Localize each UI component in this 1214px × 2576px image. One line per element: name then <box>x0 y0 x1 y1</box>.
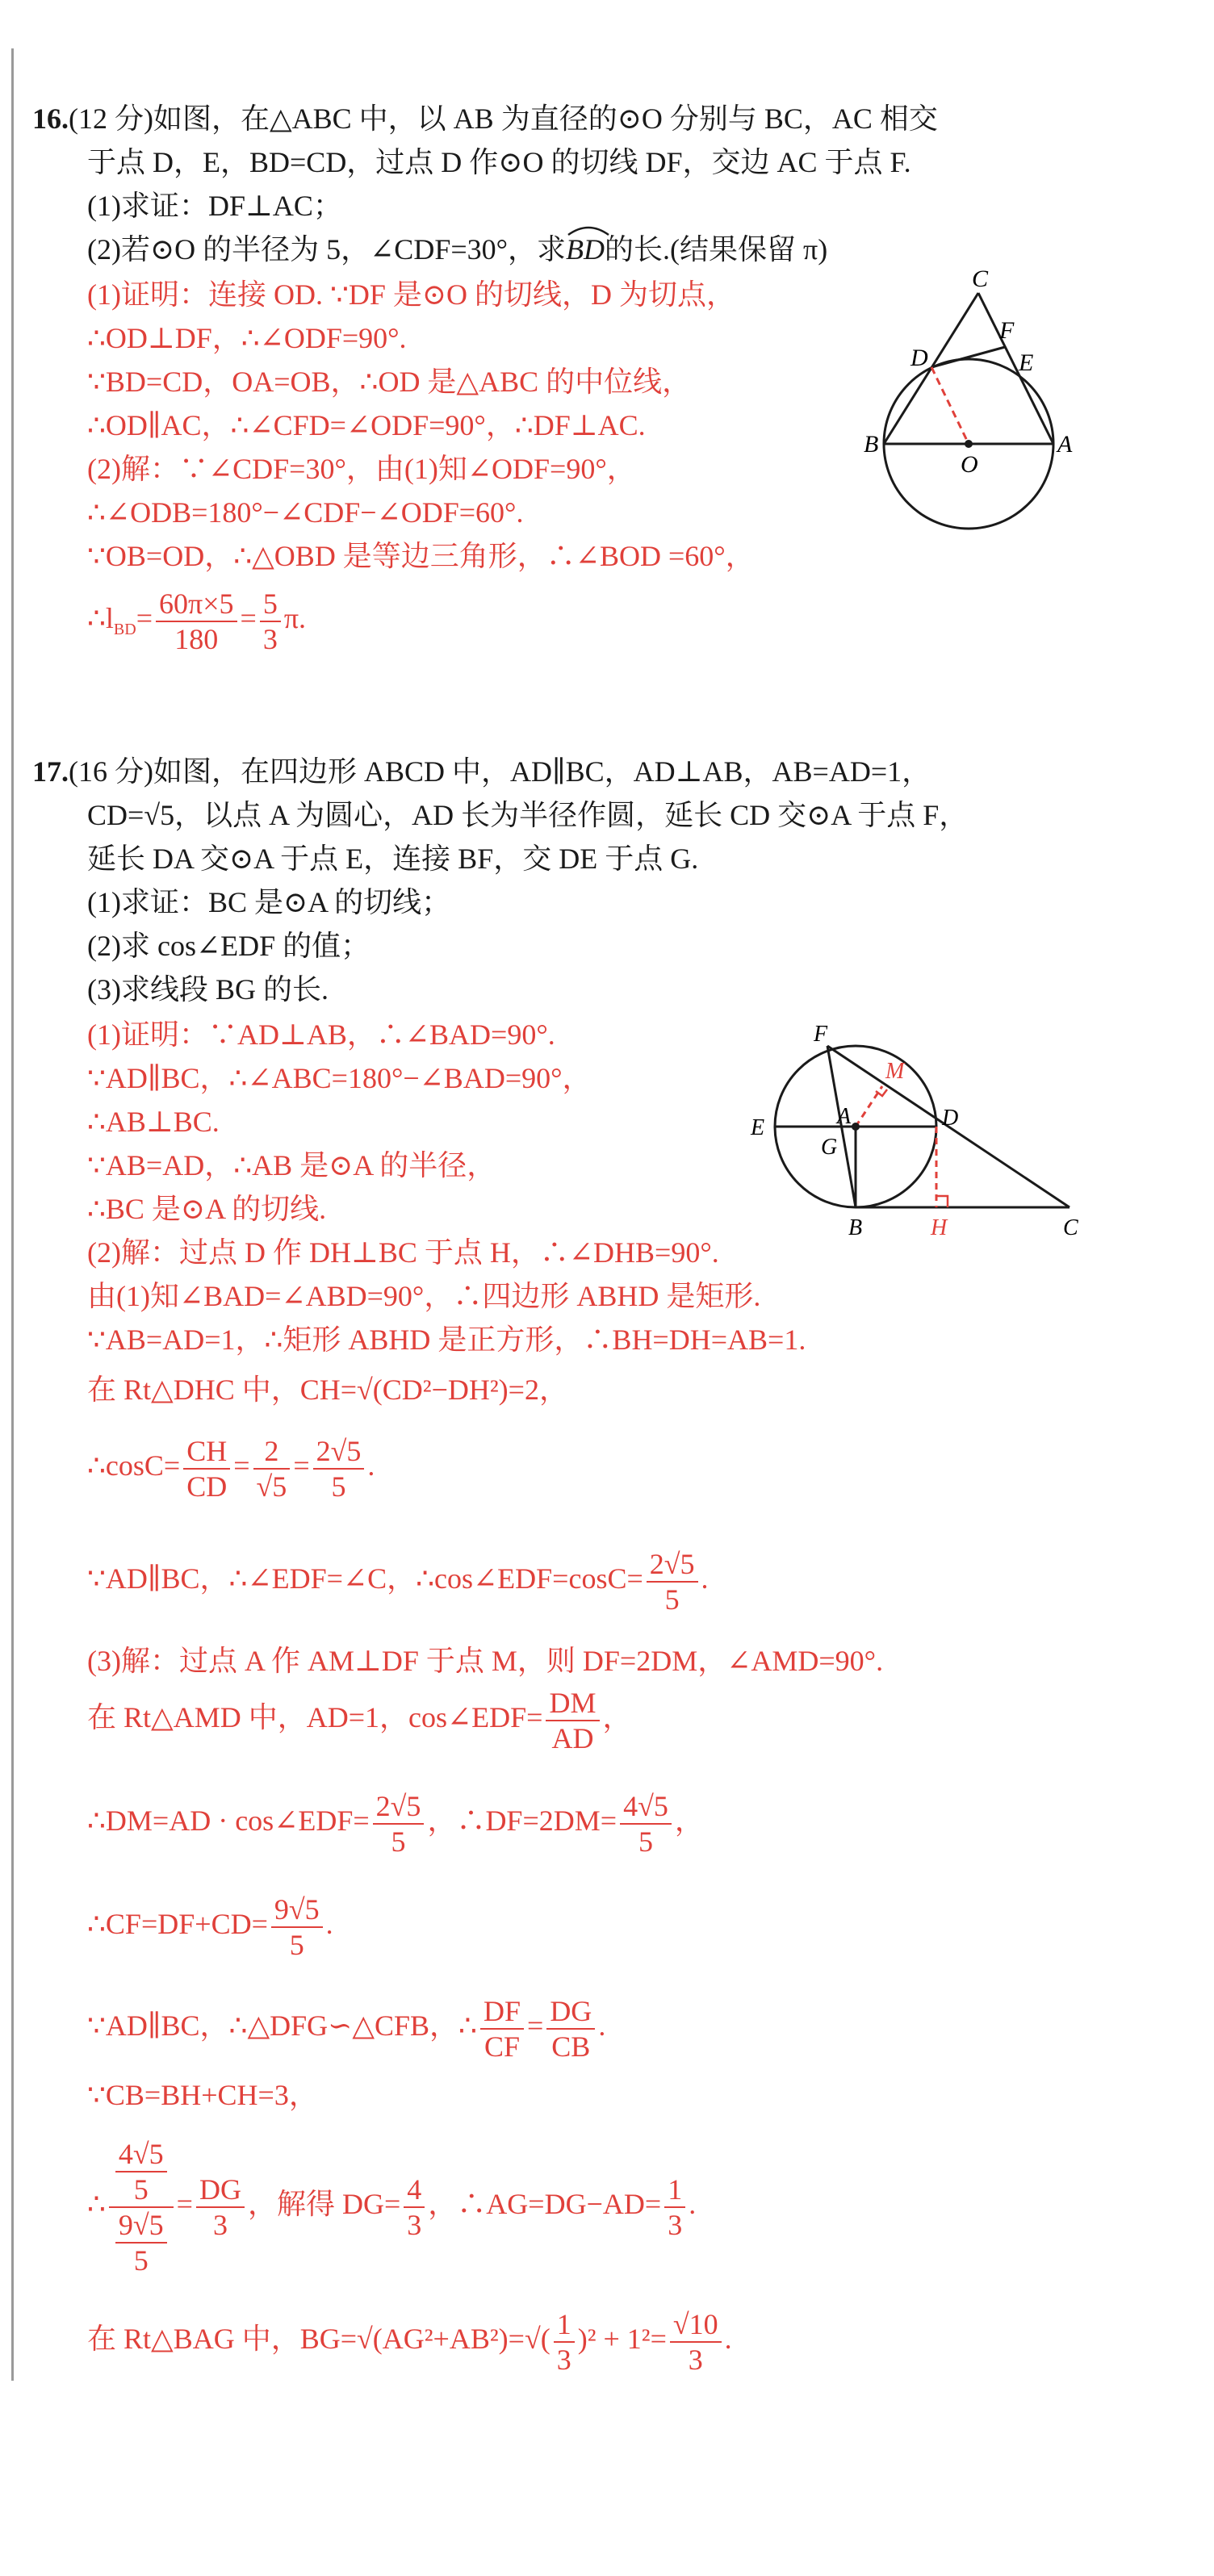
arc-mark-icon <box>566 225 611 236</box>
p16-header-line2: 于点 D，E，BD=CD，过点 D 作⊙O 的切线 DF，交边 AC 于点 F. <box>87 146 911 178</box>
p16-sol-line-7: ∵OB=OD，∴△OBD 是等边三角形，∴∠BOD =60°， <box>87 540 755 572</box>
p16-question-2: (2)若⊙O 的半径为 5，∠CDF=30°，求 BD的长.(结果保留 π) <box>87 232 827 267</box>
fraction: $\frac{9√5}{5}$ <box>115 2208 167 2277</box>
p17-bg: 在 Rt△BAG 中，BG=√(AG²+AB²)=√( $\frac{1}{3}$ )² + 1²= $\frac{√10}{3}$ . <box>87 2307 732 2376</box>
p16-sol-line-6: ∴∠ODB=180°−∠CDF−∠ODF=60°. <box>87 496 524 529</box>
p16-fig-label-o: O <box>961 451 978 478</box>
p16-fig-label-e: E <box>1019 349 1034 376</box>
p16-sol-line-1: (1)证明：连接 OD. ∵DF 是⊙O 的切线，D 为切点， <box>87 278 736 311</box>
p16-sol-line-4: ∴OD∥AC，∴∠CFD=∠ODF=90°，∴DF⊥AC. <box>87 409 646 441</box>
p16-sol-line-5: (2)解：∵∠CDF=30°，由(1)知∠ODF=90°， <box>87 453 636 485</box>
p16-number: 16. <box>32 102 69 135</box>
p17-header-line2: CD=√5，以点 A 为圆心，AD 长为半径作圆，延长 CD 交⊙A 于点 F， <box>87 799 969 831</box>
p17-fig-label-m: M <box>885 1059 905 1084</box>
p17-cos-c: ∴cosC= $\frac{CH}{CD}$ = $\frac{2}{√5}$ = $\frac{2√5}{5}$ . <box>87 1434 375 1503</box>
fraction: $\frac{DG}{3}$ <box>196 2172 245 2242</box>
p17-sol-line-1: (1)证明：∵AD⊥AB，∴∠BAD=90°. <box>87 1018 555 1051</box>
fraction: $\frac{1}{3}$ <box>664 2172 685 2242</box>
p17-sol-line-7: 由(1)知∠BAD=∠ABD=90°，∴四边形 ABHD 是矩形. <box>87 1280 761 1312</box>
p17-sol-line-3: ∴AB⊥BC. <box>87 1106 220 1138</box>
p17-fig-label-e: E <box>751 1115 765 1140</box>
p17-fig-label-a: A <box>837 1104 852 1129</box>
p17-question-3: (3)求线段 BG 的长. <box>87 973 329 1006</box>
fraction: $\frac{2√5}{5}$ <box>647 1547 698 1616</box>
p17-fig-label-g: G <box>821 1135 838 1160</box>
fraction: $\frac{2√5}{5}$ <box>313 1434 365 1503</box>
fraction: $\frac{4√5}{5}$ <box>115 2137 167 2206</box>
fraction: $\frac{5}{3}$ <box>260 587 281 656</box>
p16-final-answer: $\therefore l_{BD}=$ $\frac{60\pi\times 5}{180}$ = $\frac{5}{3}$ π. <box>87 587 306 655</box>
p16-sol-line-3: ∵BD=CD，OA=OB，∴OD 是△ABC 的中位线， <box>87 366 692 398</box>
fraction: $\frac{CH}{CD}$ <box>183 1434 230 1503</box>
p17-sol-line-2: ∵AD∥BC，∴∠ABC=180°−∠BAD=90°， <box>87 1062 592 1094</box>
p17-cb: ∵CB=BH+CH=3， <box>87 2079 318 2111</box>
p17-cf: ∴CF=DF+CD= $\frac{9√5}{5}$ . <box>87 1892 333 1961</box>
p17-similar: ∵AD∥BC，∴△DFG∽△CFB，∴ $\frac{DF}{CF}$ = $\frac{DG}{CB}$ . <box>87 1994 606 2063</box>
p17-sol-line-8: ∵AB=AD=1，∴矩形 ABHD 是正方形，∴BH=DH=AB=1. <box>87 1324 806 1356</box>
p17-fig-label-c: C <box>1063 1215 1078 1240</box>
fraction: $\frac{60\pi\times 5}{180}$ <box>156 587 237 656</box>
left-margin-rule <box>11 48 14 2381</box>
p17-part3-line1: (3)解：过点 A 作 AM⊥DF 于点 M，则 DF=2DM，∠AMD=90°. <box>87 1645 884 1677</box>
p16-figure <box>839 270 1098 537</box>
p17-question-2: (2)求 cos∠EDF 的值； <box>87 930 370 962</box>
p17-cos-edf: ∵AD∥BC，∴∠EDF=∠C，∴cos∠EDF=cosC= $\frac{2√5}{5}$ . <box>87 1547 709 1616</box>
p16-fig-label-f: F <box>999 317 1015 344</box>
p17-figure <box>747 1007 1086 1249</box>
fraction: $\frac{DG}{CB}$ <box>546 1994 595 2064</box>
fraction: $\frac{√10}{3}$ <box>670 2307 722 2377</box>
p17-amd: 在 Rt△AMD 中，AD=1，cos∠EDF= $\frac{DM}{AD}$ ， <box>87 1686 632 1754</box>
fraction: $\frac{9√5}{5}$ <box>271 1892 323 1962</box>
p16-fig-label-c: C <box>972 270 989 292</box>
fraction: $\frac{4}{3}$ <box>404 2172 425 2242</box>
p17-header-line3: 延长 DA 交⊙A 于点 E，连接 BF，交 DE 于点 G. <box>87 843 699 875</box>
fraction: $\frac{DF}{CF}$ <box>480 1994 524 2064</box>
p17-fig-label-h: H <box>931 1215 948 1240</box>
fraction: $\frac{DM}{AD}$ <box>546 1686 599 1755</box>
p16-fig-label-a: A <box>1057 431 1073 458</box>
p17-question-1: (1)求证：BC 是⊙A 的切线； <box>87 886 451 918</box>
p17-fig-label-d: D <box>942 1106 959 1131</box>
fraction: $\frac{2√5}{5}$ <box>373 1789 425 1859</box>
p17-sol-line-9: 在 Rt△DHC 中，CH=√(CD²−DH²)=2， <box>87 1374 568 1406</box>
p17-dm: ∴DM=AD · cos∠EDF= $\frac{2√5}{5}$ ，∴DF=2DM= $\frac{4√5}{5}$ ， <box>87 1789 704 1858</box>
p17-number: 17. <box>32 755 69 788</box>
fraction: $\frac{1}{3}$ <box>554 2307 575 2377</box>
p16-arc-bd: BD <box>566 232 605 267</box>
fraction: $\frac{2}{√5}$ <box>253 1434 291 1503</box>
p17-dg: ∴ $\frac{\frac{4√5}{5}}{\frac{9√5}{5}}$ = $\frac{DG}{3}$ ，解得 DG= $\frac{4}{3}$ ，∴AG=DG−AD= $\frac{1}{3}$ . <box>87 2137 697 2277</box>
p16-question-1: (1)求证：DF⊥AC； <box>87 190 342 222</box>
p17-fig-label-f: F <box>814 1022 828 1047</box>
p16-fig-label-b: B <box>864 431 879 458</box>
p16-sol-line-2: ∴OD⊥DF，∴∠ODF=90°. <box>87 322 407 354</box>
p16-header-line1: 16.(12 分)如图，在△ABC 中，以 AB 为直径的⊙O 分别与 BC，AC 相交 <box>32 102 938 135</box>
p17-fig-label-b: B <box>848 1215 863 1240</box>
fraction: $\frac{4√5}{5}$ <box>620 1789 672 1859</box>
p17-sol-line-4: ∵AB=AD，∴AB 是⊙A 的半径， <box>87 1149 496 1181</box>
p17-sol-line-5: ∴BC 是⊙A 的切线. <box>87 1193 327 1225</box>
p16-fig-label-d: D <box>910 345 928 371</box>
p17-sol-line-6: (2)解：过点 D 作 DH⊥BC 于点 H，∴∠DHB=90°. <box>87 1236 719 1269</box>
p17-header-line1: 17.(16 分)如图，在四边形 ABCD 中，AD∥BC，AD⊥AB，AB=AD=1， <box>32 755 931 788</box>
complex-fraction <box>109 2137 174 2277</box>
